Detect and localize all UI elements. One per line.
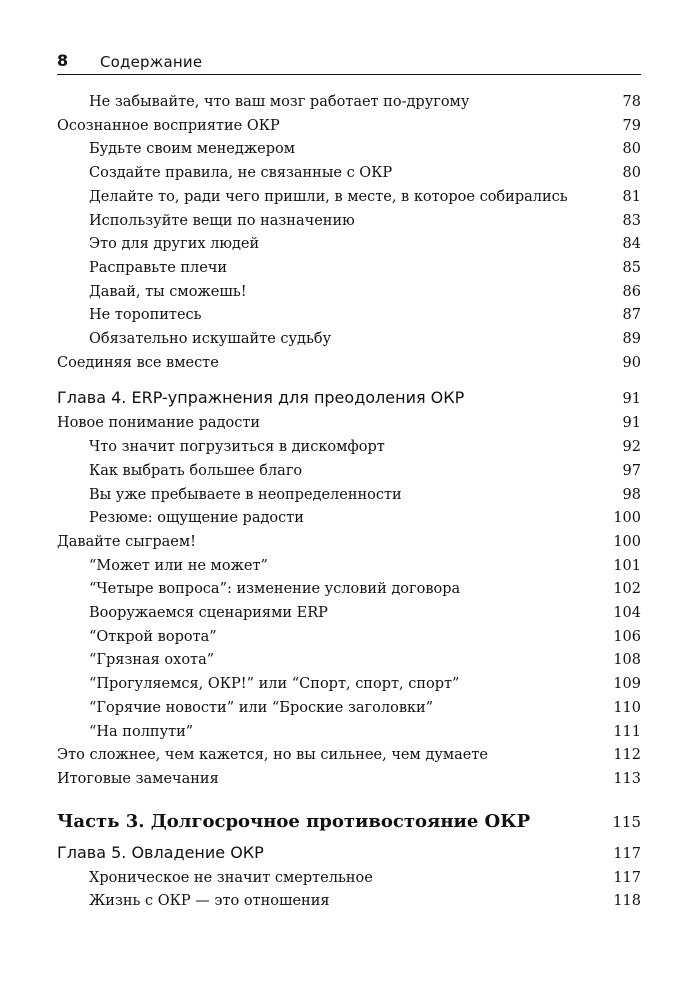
toc-entry-page: 113 (613, 770, 641, 787)
toc-entry-page: 91 (622, 415, 641, 432)
toc-subsection-entry (57, 281, 641, 305)
toc-entry-title: Хроническое не значит смертельное (89, 869, 373, 886)
table-of-contents (57, 91, 641, 914)
toc-entry-page: 117 (613, 869, 641, 886)
toc-entry-title: Делайте то, ради чего пришли, в месте, в которое собирались (89, 188, 568, 205)
page-number: 8 (57, 51, 69, 70)
toc-entry-title: Глава 5. Овладение ОКР (57, 842, 264, 862)
toc-entry-page: 100 (613, 533, 641, 550)
toc-entry-title: Создайте правила, не связанные с ОКР (89, 165, 393, 182)
toc-entry-page: 104 (613, 605, 641, 622)
toc-subsection-entry (57, 304, 641, 328)
running-title: Содержание (100, 53, 203, 71)
toc-subsection-entry (57, 578, 641, 602)
toc-subsection-entry (57, 436, 641, 460)
toc-entry-title: Осознанное восприятие ОКР (57, 117, 280, 134)
toc-subsection-entry (57, 649, 641, 673)
toc-entry-title: Не забывайте, что ваш мозг работает по-другому (89, 94, 470, 110)
toc-chapter-entry (57, 840, 641, 867)
toc-entry-page: 106 (613, 628, 641, 645)
toc-subsection-entry (57, 91, 641, 115)
toc-subsection-entry (57, 162, 641, 186)
toc-subsection-entry (57, 697, 641, 721)
toc-entry-page: 115 (612, 812, 641, 831)
toc-entry-title: “Может или не может” (89, 557, 268, 574)
toc-entry-page: 92 (622, 439, 641, 456)
toc-entry-title: “Четыре вопроса”: изменение условий договора (89, 581, 461, 598)
toc-entry-title: “Горячие новости” или “Броские заголовки” (89, 699, 434, 716)
toc-section-entry (57, 744, 641, 768)
toc-entry-title: Давайте сыграем! (57, 533, 196, 550)
toc-entry-page: 110 (613, 699, 641, 716)
toc-subsection-entry (57, 328, 641, 352)
toc-entry-title: Вы уже пребываете в неопределенности (89, 486, 402, 503)
toc-entry-page: 102 (613, 581, 641, 598)
toc-subsection-entry (57, 626, 641, 650)
toc-entry-page: 111 (613, 723, 641, 740)
toc-entry-title: Будьте своим менеджером (89, 141, 296, 158)
toc-entry-page: 78 (622, 94, 641, 110)
toc-entry-title: Вооружаемся сценариями ERP (89, 605, 328, 622)
toc-entry-page: 79 (622, 117, 641, 134)
toc-section-entry (57, 768, 641, 792)
toc-entry-page: 80 (622, 141, 641, 158)
toc-entry-page: 98 (622, 486, 641, 503)
toc-entry-title: Это сложнее, чем кажется, но вы сильнее, чем думаете (57, 747, 488, 764)
toc-entry-title: Соединяя все вместе (57, 354, 219, 371)
toc-entry-page: 91 (622, 391, 641, 408)
toc-chapter-entry (57, 385, 641, 412)
toc-entry-page: 83 (622, 212, 641, 229)
toc-entry-title: Новое понимание радости (57, 415, 261, 432)
toc-entry-title: “На полпути” (89, 723, 194, 740)
toc-entry-page: 86 (622, 283, 641, 300)
running-header (57, 50, 641, 75)
toc-entry-page: 89 (622, 331, 641, 348)
toc-entry-page: 81 (622, 188, 641, 205)
toc-subsection-entry (57, 210, 641, 234)
toc-entry-page: 85 (622, 259, 641, 276)
toc-entry-title: Обязательно искушайте судьбу (89, 331, 332, 348)
toc-section-entry (57, 412, 641, 436)
toc-subsection-entry (57, 186, 641, 210)
toc-entry-title: “Прогуляемся, ОКР!” или “Спорт, спорт, спорт” (89, 676, 460, 693)
toc-entry-page: 108 (613, 652, 641, 669)
toc-section-entry (57, 531, 641, 555)
toc-entry-page: 112 (613, 747, 641, 764)
toc-entry-title: Используйте вещи по назначению (89, 212, 355, 229)
toc-entry-page: 90 (622, 354, 641, 371)
toc-subsection-entry (57, 673, 641, 697)
toc-section-entry (57, 115, 641, 139)
toc-subsection-entry (57, 233, 641, 257)
toc-entry-page: 117 (613, 845, 641, 862)
toc-entry-title: Глава 4. ERP-упражнения для преодоления ОКР (57, 388, 465, 408)
toc-part-entry (57, 808, 641, 836)
toc-subsection-entry (57, 257, 641, 281)
toc-entry-title: Давай, ты сможешь! (89, 283, 247, 300)
toc-entry-title: Резюме: ощущение радости (89, 510, 304, 527)
toc-entry-title: Не торопитесь (89, 307, 202, 324)
toc-subsection-entry (57, 721, 641, 745)
toc-section-entry (57, 352, 641, 376)
toc-entry-page: 101 (613, 557, 641, 574)
toc-subsection-entry (57, 890, 641, 914)
toc-entry-page: 84 (622, 236, 641, 253)
toc-entry-title: Итоговые замечания (57, 770, 219, 787)
toc-entry-title: “Грязная охота” (89, 652, 215, 669)
toc-entry-title: Жизнь с ОКР — это отношения (89, 893, 330, 910)
toc-entry-page: 100 (613, 510, 641, 527)
book-page (57, 50, 641, 914)
toc-entry-title: Часть 3. Долгосрочное противостояние ОКР (57, 810, 531, 832)
toc-subsection-entry (57, 602, 641, 626)
toc-entry-title: Как выбрать большее благо (89, 462, 303, 479)
toc-entry-page: 118 (613, 893, 641, 910)
toc-subsection-entry (57, 484, 641, 508)
toc-subsection-entry (57, 138, 641, 162)
toc-subsection-entry (57, 555, 641, 579)
toc-entry-title: Что значит погрузиться в дискомфорт (89, 439, 385, 456)
toc-entry-title: “Открой ворота” (89, 628, 217, 645)
toc-entry-page: 97 (622, 462, 641, 479)
toc-entry-page: 87 (622, 307, 641, 324)
toc-entry-title: Расправьте плечи (89, 259, 228, 276)
toc-entry-page: 109 (613, 676, 641, 693)
toc-subsection-entry (57, 867, 641, 891)
toc-subsection-entry (57, 460, 641, 484)
toc-entry-title: Это для других людей (89, 236, 260, 253)
toc-subsection-entry (57, 507, 641, 531)
toc-entry-page: 80 (622, 165, 641, 182)
